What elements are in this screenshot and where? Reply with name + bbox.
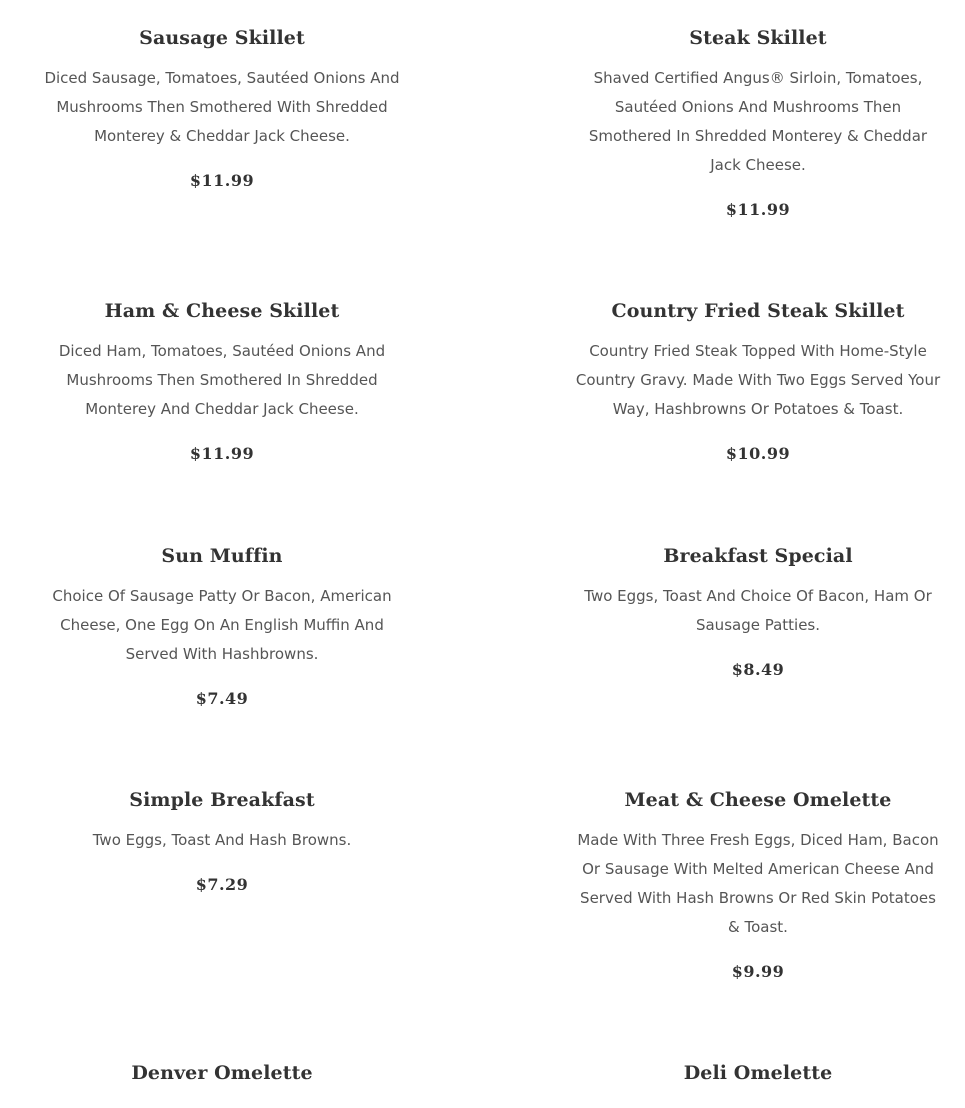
item-description: Two Eggs, Toast And Choice Of Bacon, Ham Or Sausage Patties.	[584, 587, 932, 634]
menu-item-denver-omelette	[32, 1061, 412, 1099]
item-price: $9.99	[731, 962, 785, 981]
item-price: $11.99	[189, 171, 255, 190]
item-price: $8.49	[731, 660, 785, 679]
item-price: $7.49	[195, 689, 249, 708]
item-description: Two Eggs, Toast And Hash Browns.	[92, 831, 352, 849]
item-name: Meat & Cheese Omelette	[624, 789, 892, 811]
item-description: Diced Sausage, Tomatoes, Sautéed Onions And Mushrooms Then Smothered With Shredded Monterey & Cheddar Jack Cheese.	[44, 69, 400, 145]
item-description: Made With Three Fresh Eggs, Diced Ham, Bacon Or Sausage With Melted American Cheese And Served With Hash Browns Or Red Skin Potatoes & Toast.	[577, 831, 939, 936]
item-name: Sausage Skillet	[139, 27, 305, 49]
item-name: Breakfast Special	[663, 545, 853, 567]
menu-item-sausage-skillet	[32, 26, 412, 191]
item-name: Simple Breakfast	[129, 789, 315, 811]
item-price: $11.99	[189, 444, 255, 463]
item-name: Deli Omelette	[683, 1062, 833, 1084]
menu-item-steak-skillet	[568, 26, 948, 220]
menu-item-sun-muffin	[32, 544, 412, 709]
menu-item-meat-cheese-omelette	[568, 788, 948, 982]
item-price: $10.99	[725, 444, 791, 463]
item-description: Country Fried Steak Topped With Home-Style Country Gravy. Made With Two Eggs Served Your Way, Hashbrowns Or Potatoes & Toast.	[575, 342, 941, 418]
item-name: Country Fried Steak Skillet	[611, 300, 905, 322]
menu-item-country-fried-steak-skillet	[568, 299, 948, 464]
item-name: Steak Skillet	[689, 27, 827, 49]
menu-item-ham-cheese-skillet	[32, 299, 412, 464]
item-description: Shaved Certified Angus® Sirloin, Tomatoes, Sautéed Onions And Mushrooms Then Smothered In Shredded Monterey & Cheddar Jack Cheese.	[588, 69, 928, 174]
item-name: Ham & Cheese Skillet	[104, 300, 340, 322]
item-name: Denver Omelette	[131, 1062, 313, 1084]
menu-item-deli-omelette	[568, 1061, 948, 1099]
item-description: Choice Of Sausage Patty Or Bacon, American Cheese, One Egg On An English Muffin And Served With Hashbrowns.	[52, 587, 392, 663]
menu-item-breakfast-special	[568, 544, 948, 680]
item-name: Sun Muffin	[161, 545, 283, 567]
item-description: Diced Ham, Tomatoes, Sautéed Onions And Mushrooms Then Smothered In Shredded Monterey And Cheddar Jack Cheese.	[58, 342, 386, 418]
item-price: $11.99	[725, 200, 791, 219]
menu-item-simple-breakfast	[32, 788, 412, 895]
item-price: $7.29	[195, 875, 249, 894]
